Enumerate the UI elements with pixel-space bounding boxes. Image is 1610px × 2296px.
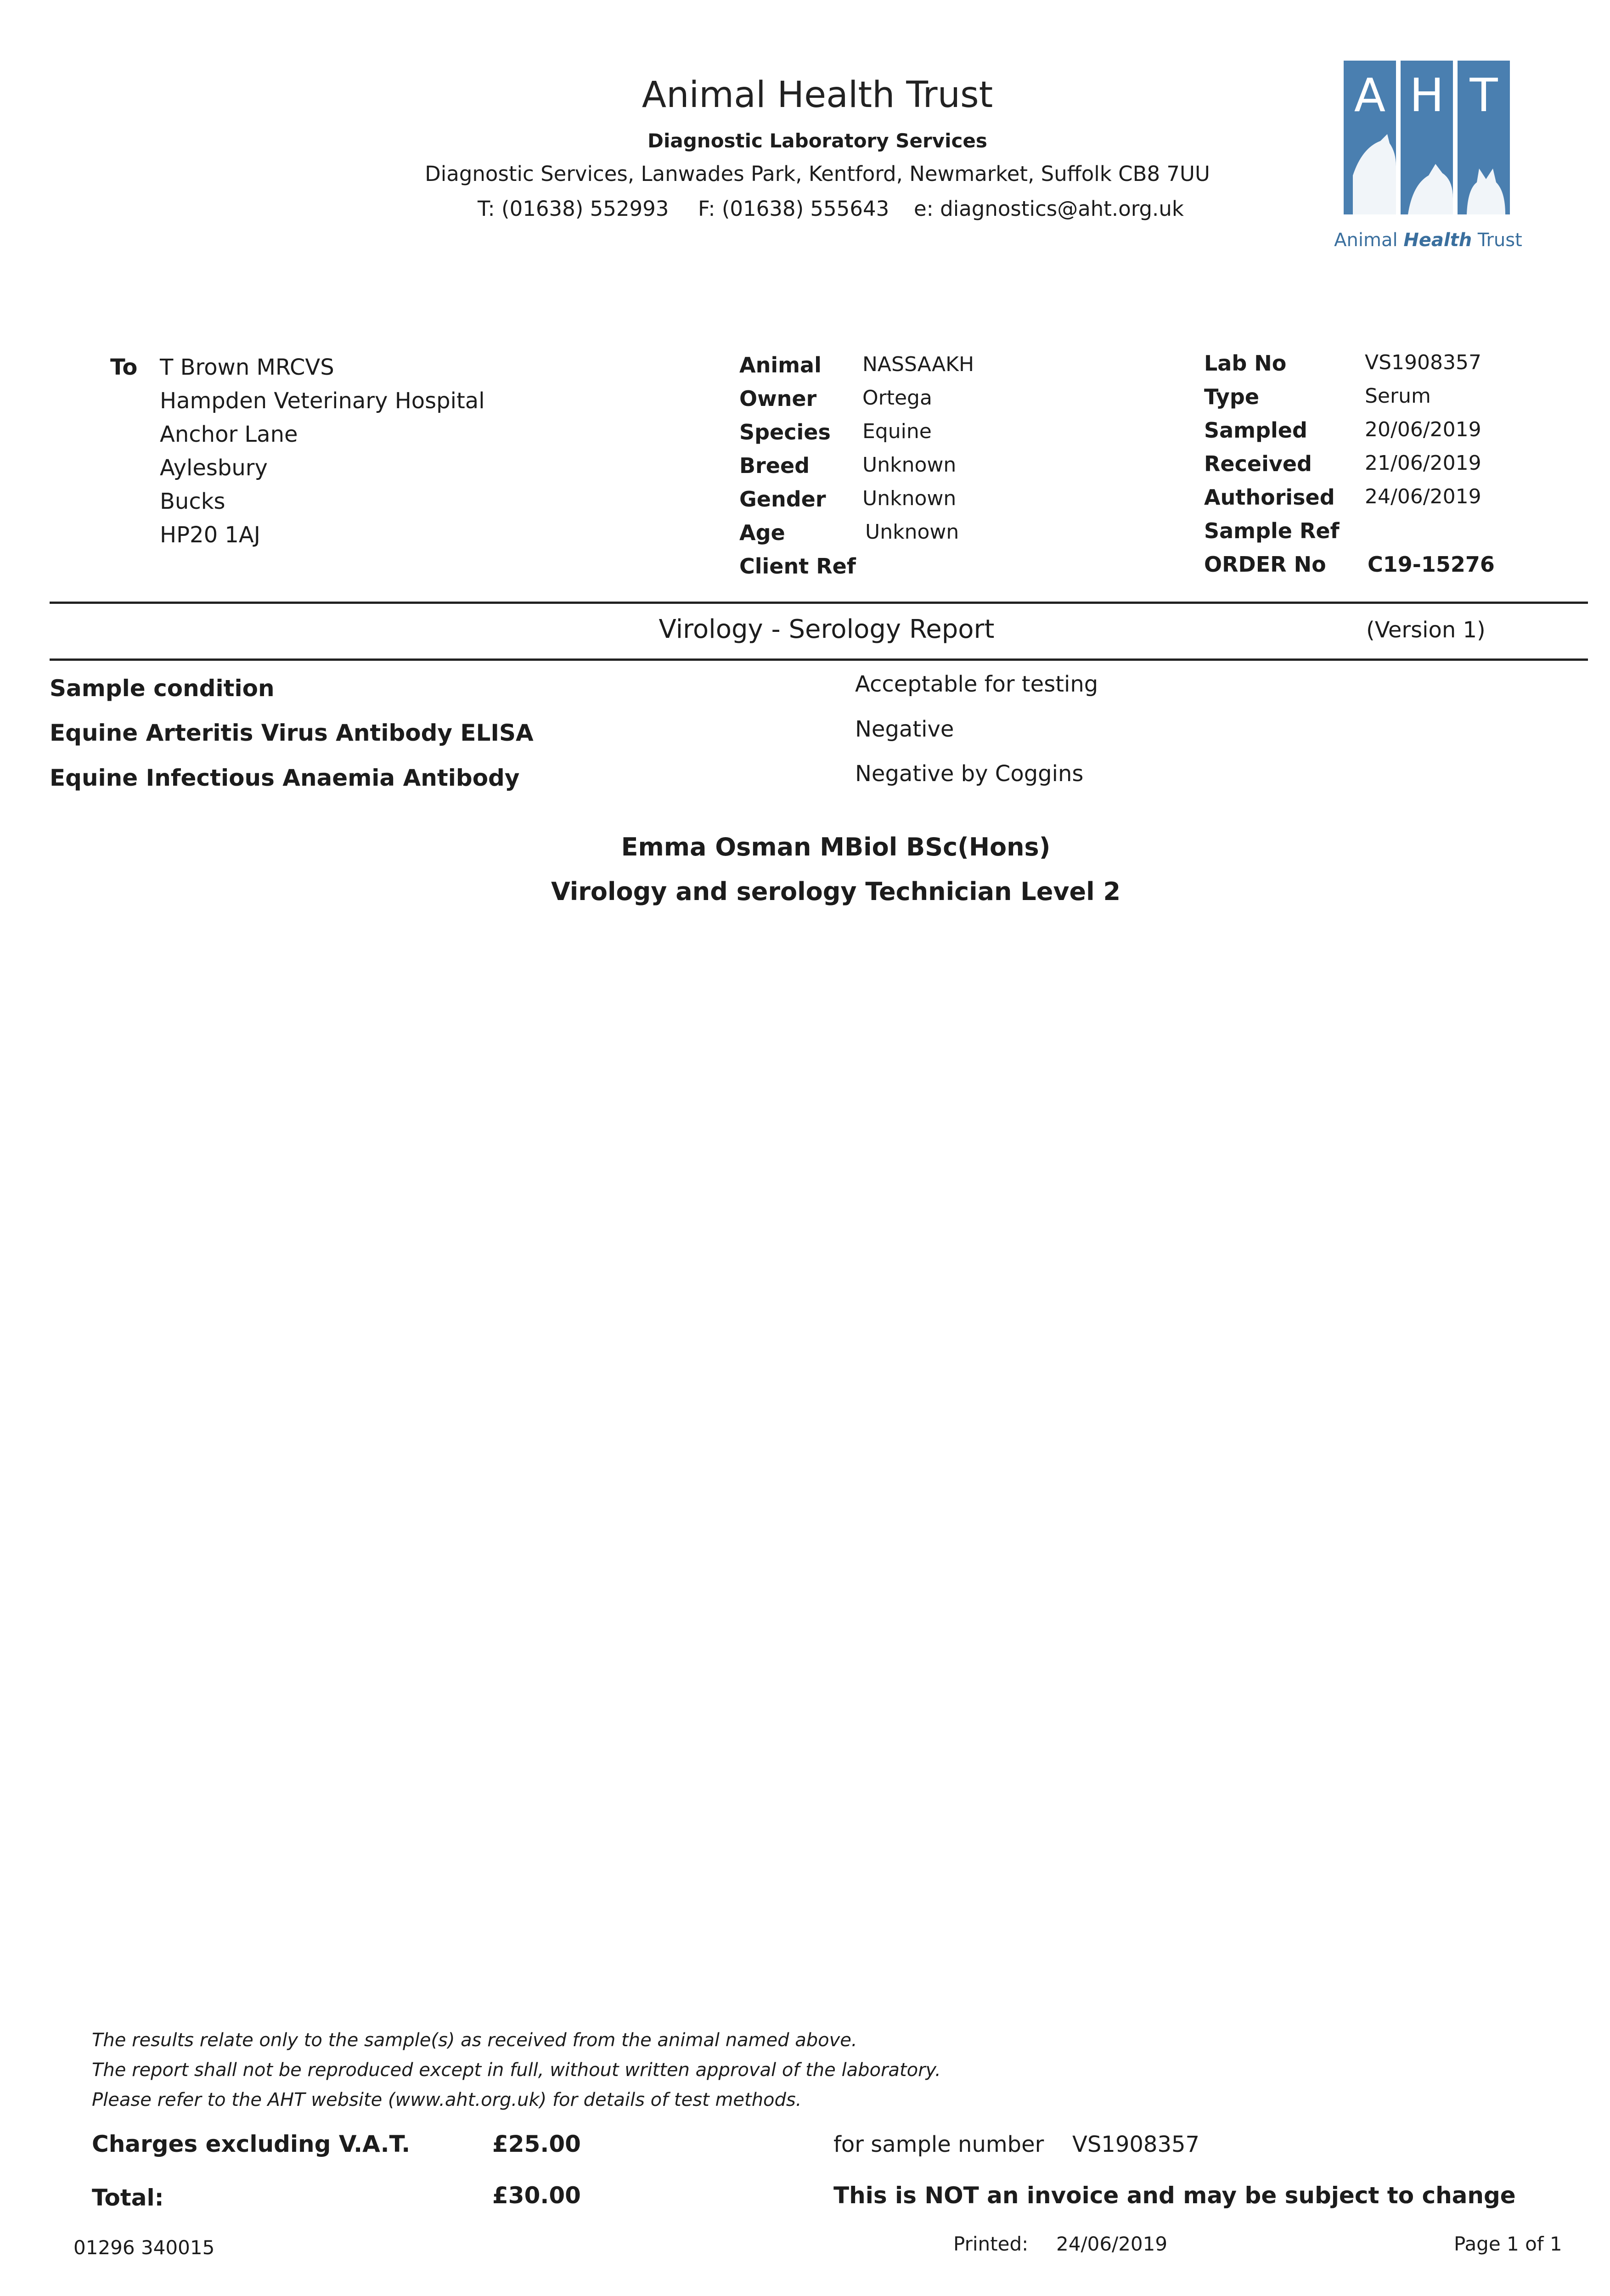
breed-value: Unknown <box>862 453 957 477</box>
org-address: Diagnostic Services, Lanwades Park, Kentford, Newmarket, Suffolk CB8 7UU <box>425 162 1210 186</box>
total-value: £30.00 <box>492 2182 581 2209</box>
lab-no-label: Lab No <box>1204 351 1287 376</box>
order-no-label: ORDER No <box>1204 552 1326 577</box>
age-label: Age <box>739 520 785 545</box>
signatory-role: Virology and serology Technician Level 2 <box>551 877 1121 906</box>
sample-number-value: VS1908357 <box>1072 2132 1200 2157</box>
invoice-note: This is NOT an invoice and may be subject to change <box>833 2182 1516 2209</box>
sampled-label: Sampled <box>1204 418 1307 443</box>
type-label: Type <box>1204 384 1260 409</box>
test-result: Negative <box>855 716 954 742</box>
test-name: Sample condition <box>50 675 275 702</box>
logo-letter-t: T <box>1469 68 1498 122</box>
age-value: Unknown <box>865 520 959 544</box>
order-no-value: C19-15276 <box>1368 552 1495 577</box>
species-label: Species <box>739 420 831 445</box>
type-value: Serum <box>1365 384 1431 408</box>
logo-tagline-post: Trust <box>1472 230 1522 251</box>
recipient-line: HP20 1AJ <box>160 522 260 548</box>
gender-label: Gender <box>739 487 826 512</box>
authorised-label: Authorised <box>1204 485 1335 510</box>
logo-tagline <box>1323 230 1534 251</box>
received-value: 21/06/2019 <box>1365 451 1481 475</box>
footer-phone: 01296 340015 <box>73 2236 215 2259</box>
logo-tagline-pre: Animal <box>1334 230 1404 251</box>
owner-label: Owner <box>739 386 817 411</box>
gender-value: Unknown <box>862 487 957 510</box>
recipient-line: Bucks <box>160 489 225 514</box>
recipient-line: Anchor Lane <box>160 422 298 447</box>
sample-ref-label: Sample Ref <box>1204 518 1340 543</box>
breed-label: Breed <box>739 453 810 478</box>
to-label: To <box>110 355 138 380</box>
divider-bottom <box>50 658 1588 661</box>
divider-top <box>50 602 1588 604</box>
animal-label: Animal <box>739 353 822 377</box>
page-number: Page 1 of 1 <box>1454 2233 1562 2255</box>
recipient-line: Aylesbury <box>160 455 268 481</box>
disclaimer-line: Please refer to the AHT website (www.aht.org.uk) for details of test methods. <box>92 2089 802 2110</box>
recipient-line: T Brown MRCVS <box>160 355 334 380</box>
org-email: e: diagnostics@aht.org.uk <box>914 197 1184 221</box>
department-title: Diagnostic Laboratory Services <box>647 129 987 152</box>
owner-value: Ortega <box>862 386 932 410</box>
recipient-line: Hampden Veterinary Hospital <box>160 388 485 414</box>
charges-excl-label: Charges excluding V.A.T. <box>92 2131 411 2157</box>
signatory-name: Emma Osman MBiol BSc(Hons) <box>621 833 1051 861</box>
logo-letter-h: H <box>1409 68 1444 122</box>
test-name: Equine Infectious Anaemia Antibody <box>50 765 520 791</box>
authorised-value: 24/06/2019 <box>1365 485 1481 508</box>
client-ref-label: Client Ref <box>739 554 856 579</box>
printed-date: 24/06/2019 <box>1056 2233 1168 2255</box>
logo-tagline-bold: Health <box>1403 230 1472 251</box>
received-label: Received <box>1204 451 1312 476</box>
org-fax: F: (01638) 555643 <box>698 197 889 221</box>
printed-label: Printed: <box>953 2233 1029 2255</box>
species-value: Equine <box>862 420 932 443</box>
aht-logo <box>1344 61 1510 214</box>
sample-number-label: for sample number <box>833 2132 1044 2157</box>
total-label: Total: <box>92 2184 164 2211</box>
lab-no-value: VS1908357 <box>1365 351 1481 374</box>
animal-value: NASSAAKH <box>862 353 974 376</box>
org-title: Animal Health Trust <box>642 74 993 116</box>
test-name: Equine Arteritis Virus Antibody ELISA <box>50 720 534 746</box>
charges-excl-value: £25.00 <box>492 2131 581 2157</box>
sampled-value: 20/06/2019 <box>1365 418 1481 441</box>
logo-letter-a: A <box>1354 68 1386 122</box>
test-result: Acceptable for testing <box>855 671 1098 697</box>
report-title: Virology - Serology Report <box>659 614 995 644</box>
disclaimer-line: The results relate only to the sample(s) as received from the animal named above. <box>92 2030 857 2051</box>
report-version: (Version 1) <box>1366 617 1486 643</box>
disclaimer-line: The report shall not be reproduced except in full, without written approval of the laboratory. <box>92 2060 941 2081</box>
test-result: Negative by Coggins <box>855 761 1084 787</box>
org-phone: T: (01638) 552993 <box>478 197 669 221</box>
